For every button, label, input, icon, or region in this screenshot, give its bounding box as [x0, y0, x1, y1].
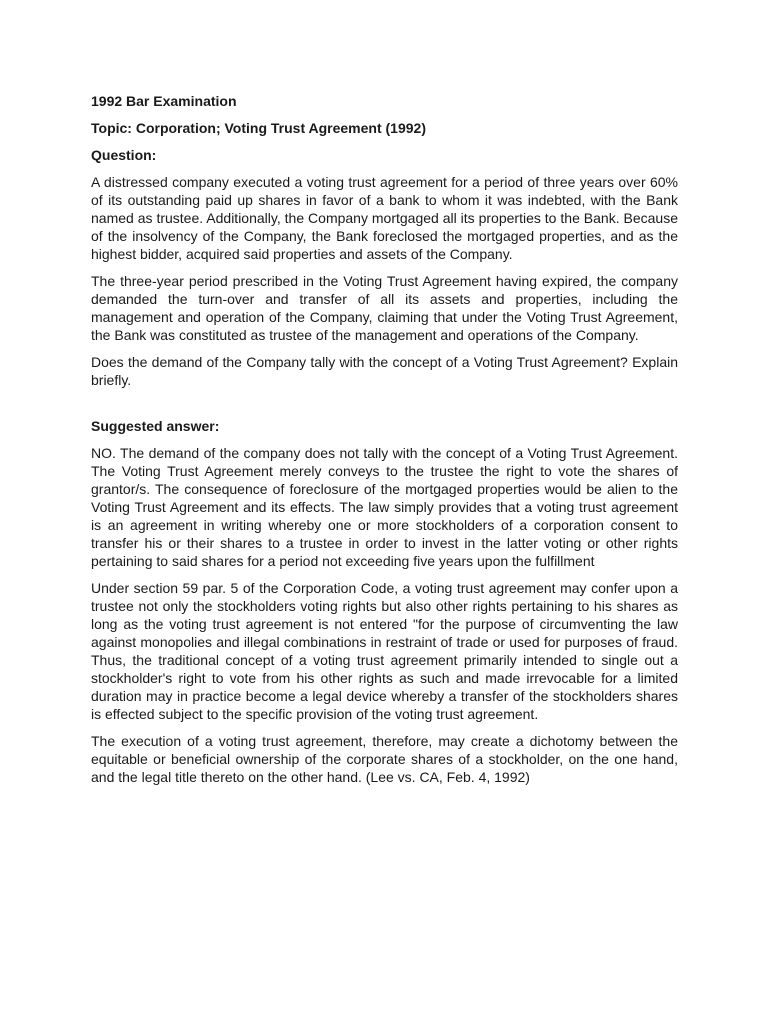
answer-paragraph: Under section 59 par. 5 of the Corporation Code, a voting trust agreement may confer upon a trustee not only the stockholders voting rights but also other rights pertaining to his shares as long as the voting trust agreement is not entered "for the purpose of circumventing the law against monopolies and illegal combinations in restraint of trade or used for purposes of fraud. Thus, the traditional concept of a voting trust agreement primarily intended to single out a stockholder's right to vote from his other rights as such and made irrevocable for a limited duration may in practice become a legal device whereby a transfer of the stockholders shares is effected subject to the specific provision of the voting trust agreement.: [91, 580, 678, 722]
document-title: 1992 Bar Examination: [91, 93, 237, 109]
answer-paragraph: The execution of a voting trust agreement, therefore, may create a dichotomy between the equitable or beneficial ownership of the corporate shares of a stockholder, on the one hand, and the legal title thereto on the other hand. (Lee vs. CA, Feb. 4, 1992): [91, 733, 678, 785]
question-paragraph: A distressed company executed a voting trust agreement for a period of three years over 60% of its outstanding paid up shares in favor of a bank to whom it was indebted, with the Bank named as trustee. Additionally, the Company mortgaged all its properties to the Bank. Because of the insolvency of the Company, the Bank foreclosed the mortgaged properties, and as the highest bidder, acquired said properties and assets of the Company.: [91, 174, 678, 262]
document-page: [91, 92, 678, 795]
section-spacer: [91, 398, 678, 417]
question-heading: Question:: [91, 147, 157, 163]
answer-paragraph: NO. The demand of the company does not tally with the concept of a Voting Trust Agreement. The Voting Trust Agreement merely conveys to the trustee the right to vote the shares of grantor/s. The consequence of foreclosure of the mortgaged properties would be alien to the Voting Trust Agreement and its effects. The law simply provides that a voting trust agreement is an agreement in writing whereby one or more stockholders of a corporation consent to transfer his or their shares to a trustee in order to invest in the latter voting or other rights pertaining to said shares for a period not exceeding five years upon the fulfillment: [91, 445, 678, 569]
question-paragraph: Does the demand of the Company tally with the concept of a Voting Trust Agreement? Explain briefly.: [91, 354, 678, 388]
question-paragraph: The three-year period prescribed in the Voting Trust Agreement having expired, the company demanded the turn-over and transfer of all its assets and properties, including the management and operation of the Company, claiming that under the Voting Trust Agreement, the Bank was constituted as trustee of the management and operations of the Company.: [91, 273, 678, 343]
answer-heading: Suggested answer:: [91, 418, 220, 434]
topic-line: Topic: Corporation; Voting Trust Agreement (1992): [91, 120, 426, 136]
